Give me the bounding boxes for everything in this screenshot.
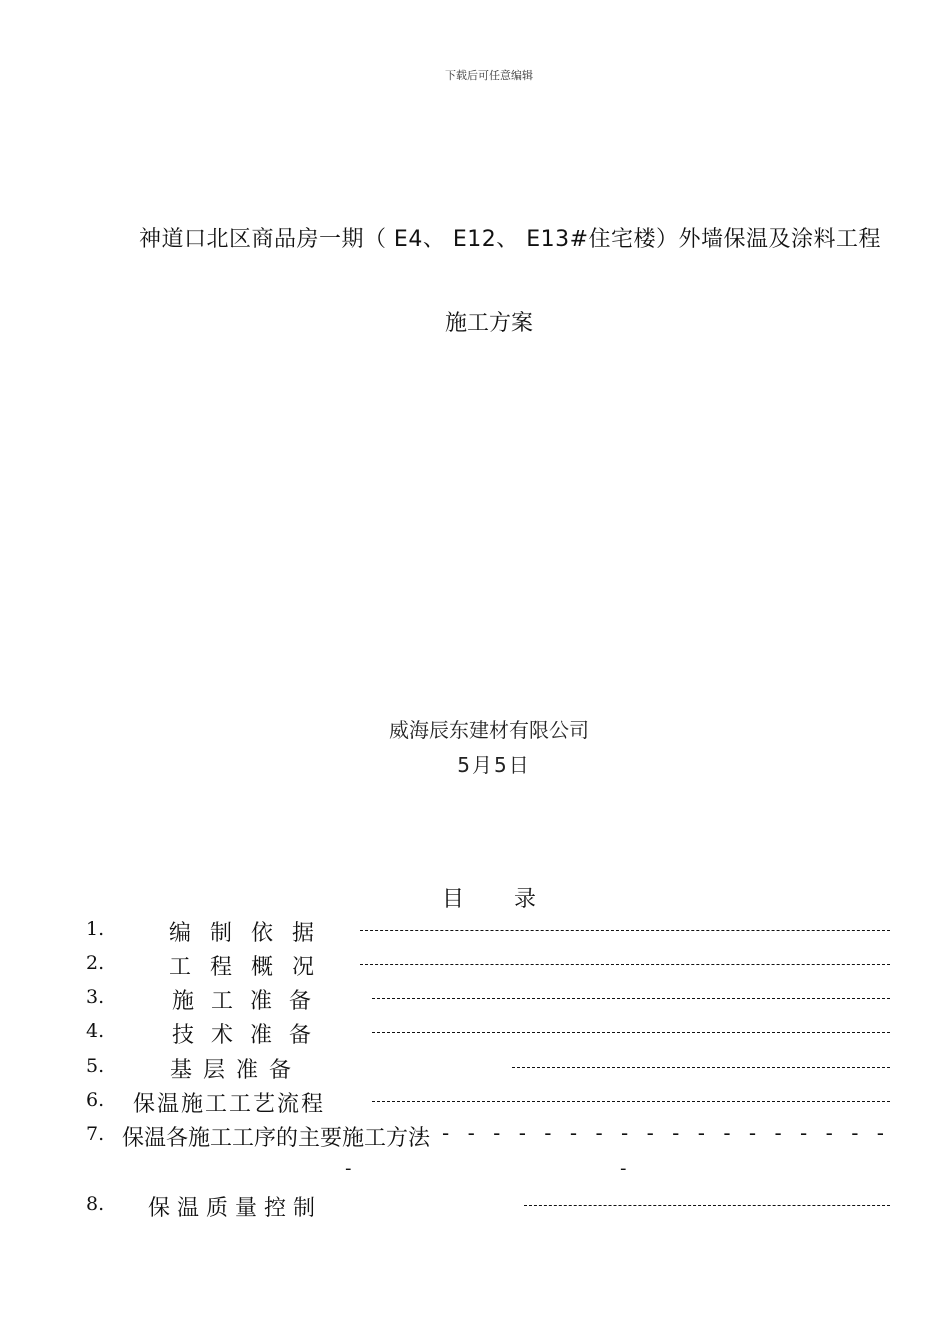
toc-item[interactable] — [86, 1191, 890, 1221]
toc-item-label: 技 术 准 备 — [172, 1023, 316, 1048]
toc-item-label: 保温施工工艺流程 — [133, 1092, 326, 1117]
toc-item-label: 保 温 质 量 控 制 — [148, 1196, 315, 1221]
toc-heading — [0, 882, 950, 913]
toc-item-label: 施 工 准 备 — [172, 989, 316, 1014]
toc-item-number: 4. — [86, 1020, 105, 1042]
toc-item[interactable] — [86, 950, 890, 980]
document-title-line2: 施工方案 — [444, 311, 533, 336]
toc-item-number: 7. — [86, 1123, 105, 1145]
toc-item-label: 基 层 准 备 — [170, 1058, 293, 1083]
toc-leader — [372, 1101, 890, 1102]
toc-continuation-dash: - — [620, 1158, 627, 1179]
toc-item[interactable] — [86, 984, 890, 1014]
toc-leader — [372, 998, 890, 999]
toc-item-number: 6. — [86, 1089, 105, 1111]
toc-item[interactable] — [86, 1018, 890, 1048]
toc-item-label: 保温各施工工序的主要施工方法 — [122, 1126, 431, 1151]
toc-leader: - - - - - - - - - - - - - - - - - - - — [416, 1121, 890, 1145]
toc-item-number: 2. — [86, 952, 105, 974]
toc-leader — [372, 1032, 890, 1033]
toc-item-number: 3. — [86, 986, 105, 1008]
document-date: 5月5日 — [457, 753, 531, 777]
toc-heading-part2: 录 — [514, 887, 537, 912]
toc-item-label: 编 制 依 据 — [169, 921, 320, 946]
toc-leader — [360, 930, 890, 931]
toc-leader — [512, 1067, 890, 1068]
toc-item[interactable] — [86, 916, 890, 946]
toc-heading-part1: 目 — [441, 887, 464, 912]
toc-leader — [360, 964, 890, 965]
toc-item-number: 8. — [86, 1193, 105, 1215]
toc-item[interactable] — [86, 1053, 890, 1083]
toc-item[interactable] — [86, 1087, 890, 1117]
company-name: 威海辰东建材有限公司 — [389, 718, 589, 742]
header-note: 下载后可任意编辑 — [445, 69, 533, 82]
toc-continuation-dash: - — [345, 1158, 352, 1179]
toc-item-number: 5. — [86, 1055, 105, 1077]
toc-item-number: 1. — [86, 918, 105, 940]
toc-item[interactable] — [86, 1121, 890, 1151]
toc-leader — [524, 1205, 890, 1206]
document-title-line1: 神道口北区商品房一期（ E4、 E12、 E13#住宅楼）外墙保温及涂料工程 — [138, 227, 882, 252]
toc-item-label: 工 程 概 况 — [169, 955, 320, 980]
